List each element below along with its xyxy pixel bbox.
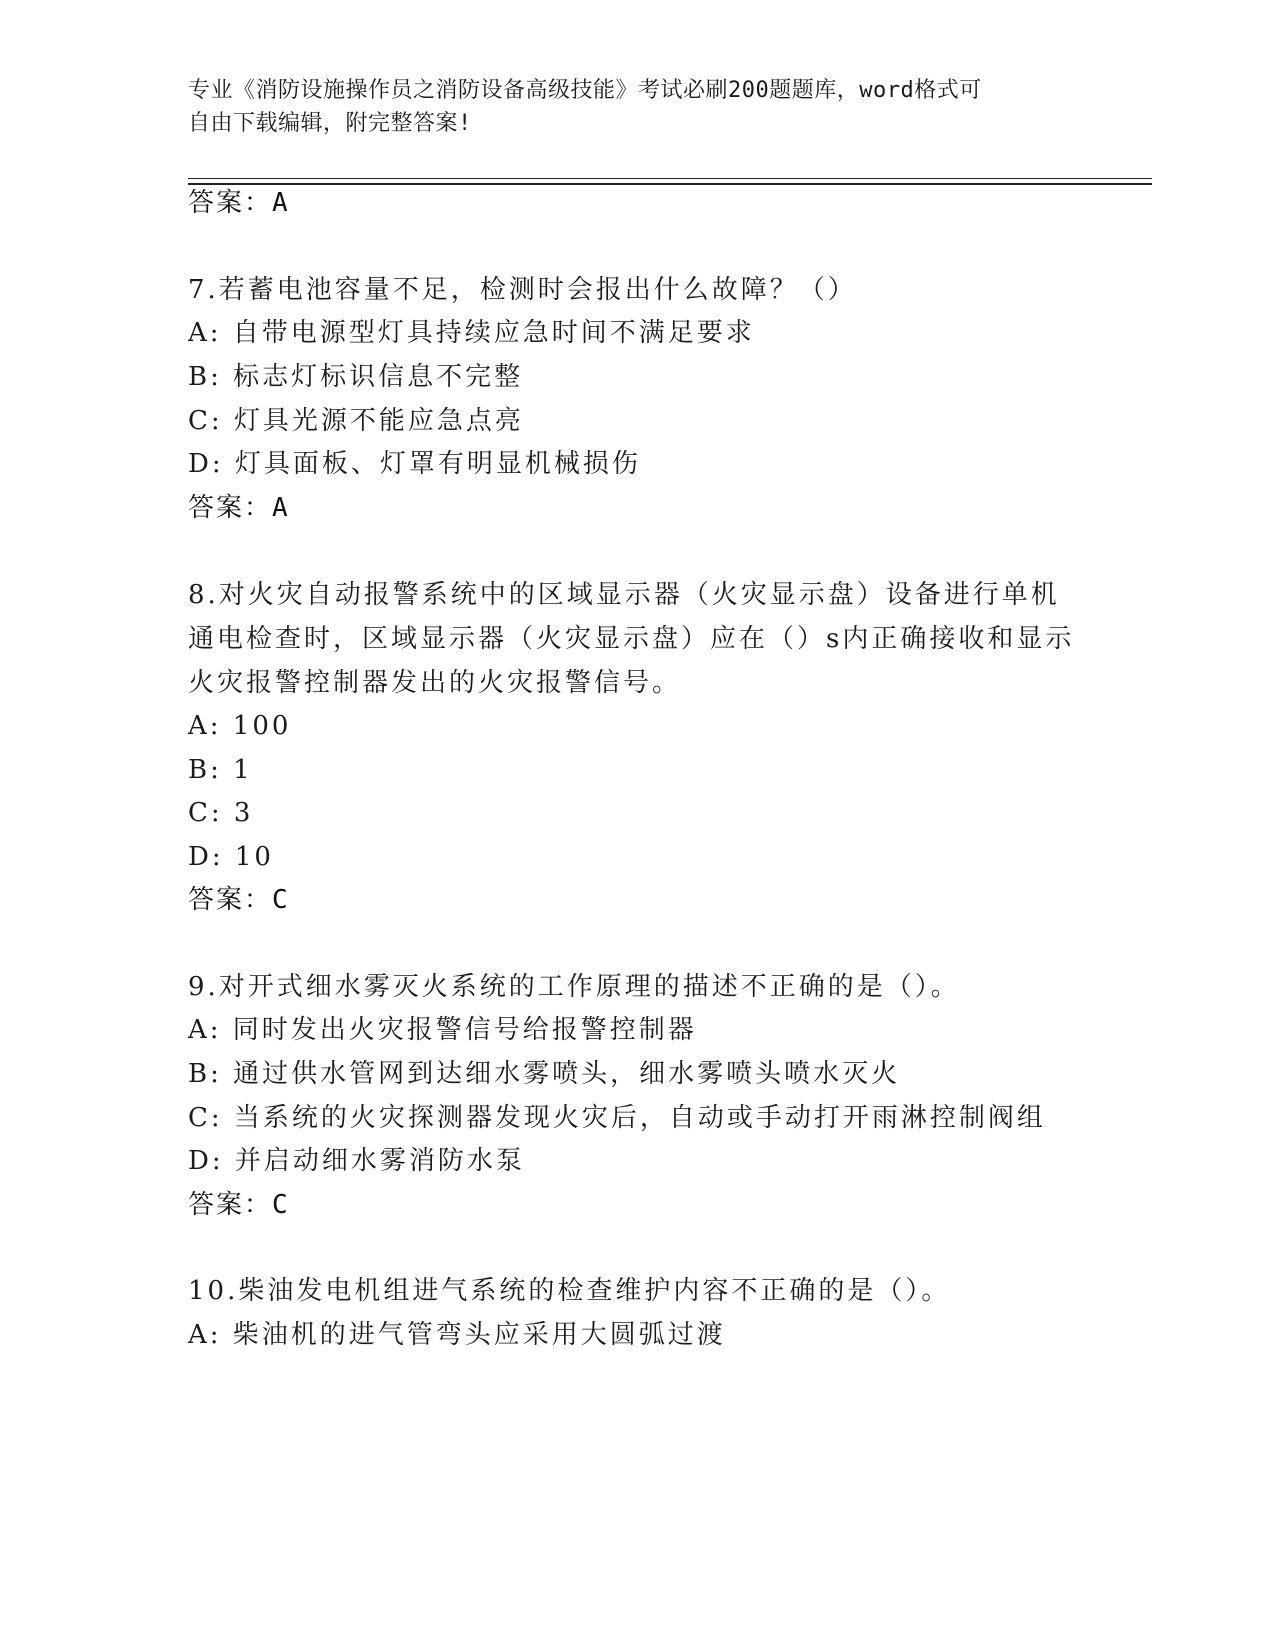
question-8-stem-line-3: 火灾报警控制器发出的火灾报警信号。 <box>188 668 682 698</box>
question-8-option-c: C: 3 <box>188 798 254 828</box>
question-8-option-a: A: 100 <box>188 711 292 741</box>
question-10-stem: 10.柴油发电机组进气系统的检查维护内容不正确的是（）。 <box>188 1276 951 1306</box>
question-7-option-a: A: 自带电源型灯具持续应急时间不满足要求 <box>188 318 755 348</box>
question-7-stem: 7.若蓄电池容量不足，检测时会报出什么故障？（） <box>188 275 857 305</box>
question-10-option-a: A: 柴油机的进气管弯头应采用大圆弧过渡 <box>188 1320 726 1350</box>
question-8-option-d: D: 10 <box>188 842 274 872</box>
question-7-answer: 答案：A <box>188 493 290 523</box>
question-9-option-b: B: 通过供水管网到达细水雾喷头，细水雾喷头喷水灭火 <box>188 1059 901 1089</box>
previous-answer: 答案：A <box>188 188 290 218</box>
document-header <box>188 74 1068 140</box>
question-9-option-a: A: 同时发出火灾报警信号给报警控制器 <box>188 1015 697 1045</box>
question-7-option-d: D: 灯具面板、灯罩有明显机械损伤 <box>188 449 641 479</box>
question-8-stem-line-1: 8.对火灾自动报警系统中的区域显示器（火灾显示盘）设备进行单机 <box>188 580 1060 610</box>
question-8-stem-line-2: 通电检查时，区域显示器（火灾显示盘）应在（）s内正确接收和显示 <box>188 624 1075 654</box>
question-9-stem: 9.对开式细水雾灭火系统的工作原理的描述不正确的是（）。 <box>188 972 960 1002</box>
question-8-answer: 答案：C <box>188 885 290 915</box>
question-9-answer: 答案：C <box>188 1190 290 1220</box>
question-8-option-b: B: 1 <box>188 755 253 785</box>
question-7-option-c: C: 灯具光源不能应急点亮 <box>188 406 524 436</box>
header-divider-top <box>188 178 1152 179</box>
header-line-2: 自由下载编辑，附完整答案! <box>188 111 472 136</box>
question-9-option-c: C: 当系统的火灾探测器发现火灾后，自动或手动打开雨淋控制阀组 <box>188 1103 1046 1133</box>
question-9-option-d: D: 并启动细水雾消防水泵 <box>188 1146 525 1176</box>
header-line-1: 专业《消防设施操作员之消防设备高级技能》考试必刷200题题库，word格式可 <box>188 78 982 103</box>
question-7-option-b: B: 标志灯标识信息不完整 <box>188 362 524 392</box>
header-divider-bottom <box>188 183 1152 185</box>
